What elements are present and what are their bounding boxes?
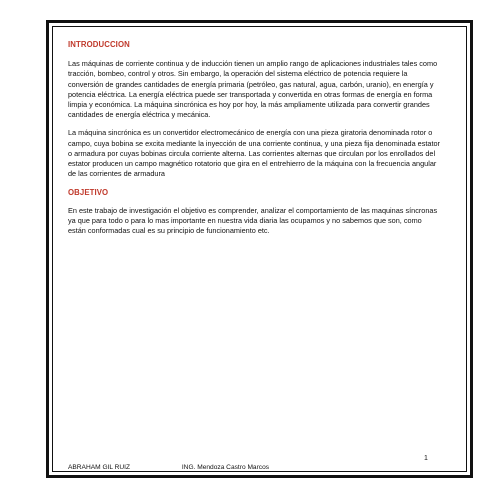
introduccion-paragraph-2: La máquina sincrónica es un convertidor electromecánico de energía con una pieza giratoria denominada rotor o campo, cuya bobina se excita mediante la inyección de una corriente continua, y una pieza fija denominada estator o armadura por cuyas bobinas circula corriente alterna. Las corrientes alternas que circulan por los enrollados del estator producen un campo magnético rotatorio que gira en el entrehierro de la máquina con la frecuencia angular de las corrientes de armadura [68, 128, 440, 179]
footer-author: ABRAHAM GIL RUIZ [68, 464, 131, 471]
objetivo-paragraph: En este trabajo de investigación el objetivo es comprender, analizar el comportamiento de las maquinas síncronas ya que para todo o para lo mas importante en nuestra vida diaria las ocupamos y no sabemos que son, como están conformadas cual es su principio de funcionamiento etc. [68, 205, 438, 236]
objetivo-heading: OBJETIVO [68, 188, 109, 198]
footer [68, 464, 269, 471]
document-body [68, 40, 440, 244]
introduccion-heading: INTRODUCCION [68, 40, 130, 49]
page-number: 1 [424, 455, 428, 462]
footer-teacher: ING. Mendoza Castro Marcos [181, 464, 270, 471]
introduccion-paragraph-1: Las máquinas de corriente continua y de inducción tienen un amplio rango de aplicaciones industriales tales como tracción, bombeo, control y otros. Sin embargo, la operación del sistema eléctrico de potencia requiere la conversión de grandes cantidades de energía primaria (petróleo, gas natural, agua, carbón, uranio), en energía y potencia eléctrica. La energía eléctrica puede ser transportada y convertida en otras formas de energía en forma limpia y económica. La máquina sincrónica es hoy por hoy, la más ampliamente utilizada para convertir grandes cantidades de energía eléctrica y mecánica. [68, 59, 438, 120]
